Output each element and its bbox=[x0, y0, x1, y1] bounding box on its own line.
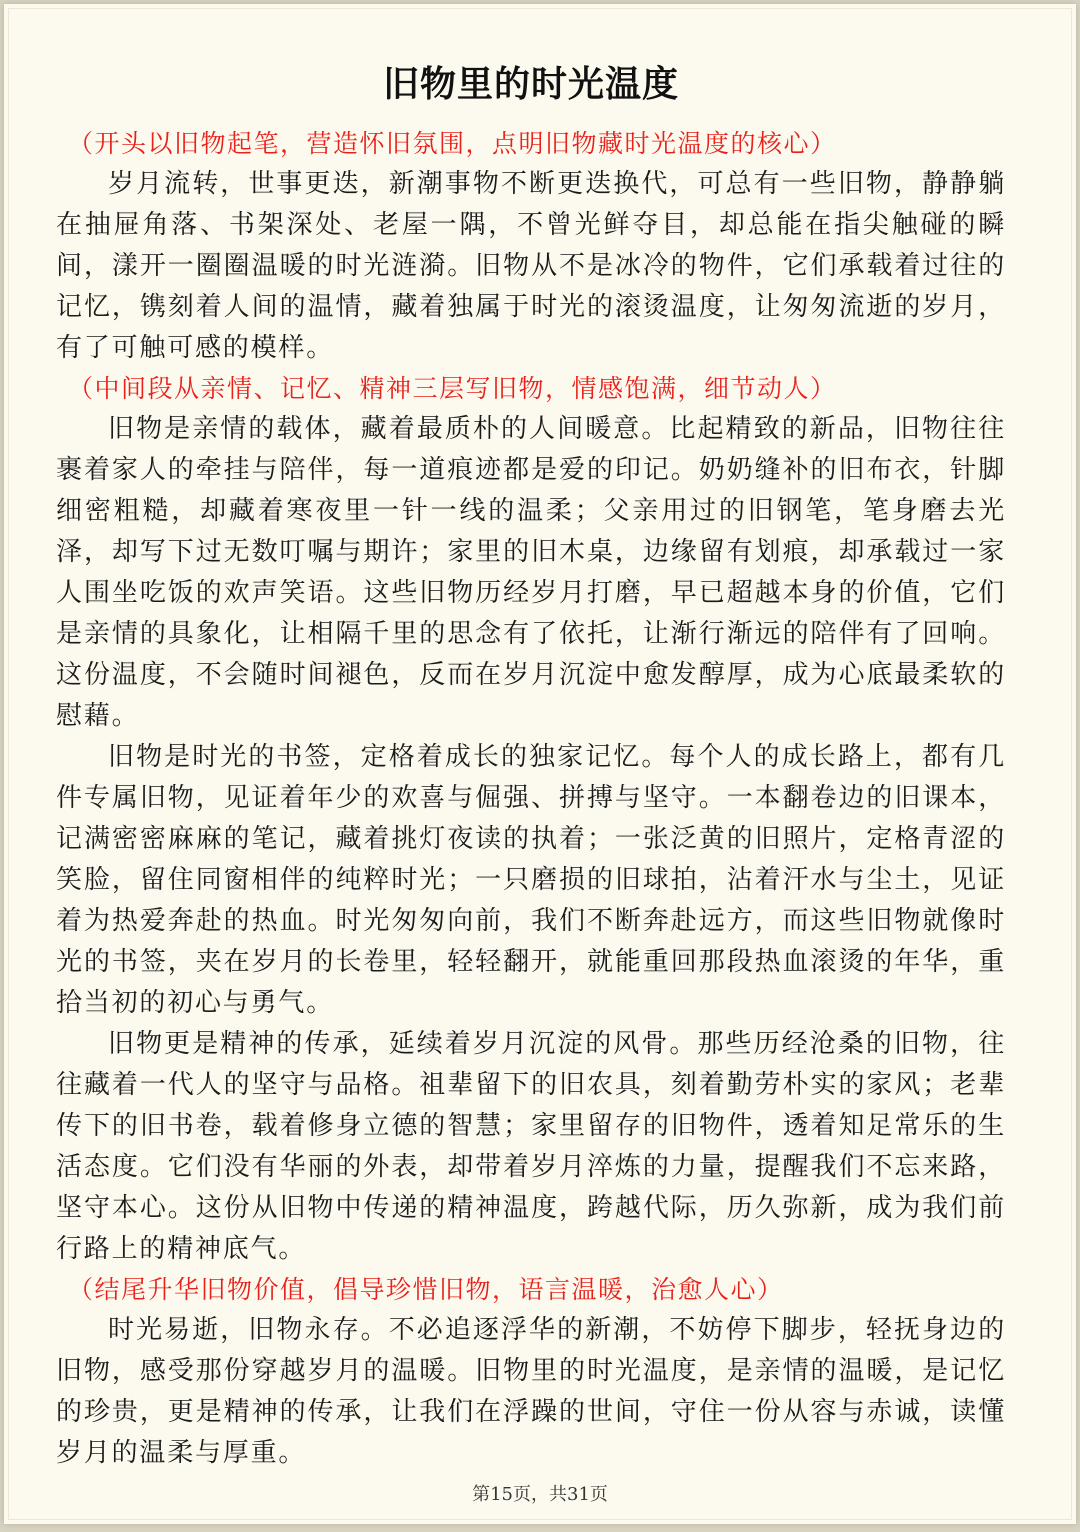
paragraph-memory: 旧物是时光的书签，定格着成长的独家记忆。每个人的成长路上，都有几件专属旧物，见证着年少的欢喜与倔强、拼搏与坚守。一本翻卷边的旧课本，记满密密麻麻的笔记，藏着挑灯夜读的执着；一张泛黄的旧照片，定格青涩的笑脸，留住同窗相伴的纯粹时光；一只磨损的旧球拍，沾着汗水与尘土，见证着为热爱奔赴的热血。时光匆匆向前，我们不断奔赴远方，而这些旧物就像时光的书签，夹在岁月的长卷里，轻轻翻开，就能重回那段热血滚烫的年华，重拾当初的初心与勇气。 bbox=[56, 742, 1006, 1018]
document-title: 旧物里的时光温度 bbox=[382, 64, 679, 105]
paragraph-spirit: 旧物更是精神的传承，延续着岁月沉淀的风骨。那些历经沧桑的旧物，往往藏着一代人的坚守与品格。祖辈留下的旧农具，刻着勤劳朴实的家风；老辈传下的旧书卷，载着修身立德的智慧；家里留存的旧物件，透着知足常乐的生活态度。它们没有华丽的外表，却带着岁月淬炼的力量，提醒我们不忘来路，坚守本心。这份从旧物中传递的精神温度，跨越代际，历久弥新，成为我们前行路上的精神底气。 bbox=[56, 1029, 1006, 1264]
page-number-footer: 第15页，共31页 bbox=[472, 1484, 608, 1505]
document-page bbox=[4, 4, 1076, 1524]
annotation-note-body: （中间段从亲情、记忆、精神三层写旧物，情感饱满，细节动人） bbox=[68, 374, 837, 403]
annotation-note-intro: （开头以旧物起笔，营造怀旧氛围，点明旧物藏时光温度的核心） bbox=[68, 129, 837, 158]
paragraph-conclusion: 时光易逝，旧物永存。不必追逐浮华的新潮，不妨停下脚步，轻抚身边的旧物，感受那份穿越岁月的温暖。旧物里的时光温度，是亲情的温暖，是记忆的珍贵，更是精神的传承，让我们在浮躁的世间，守住一份从容与赤诚，读懂岁月的温柔与厚重。 bbox=[56, 1315, 1006, 1468]
paragraph-intro: 岁月流转，世事更迭，新潮事物不断更迭换代，可总有一些旧物，静静躺在抽屉角落、书架深处、老屋一隅，不曾光鲜夺目，却总能在指尖触碰的瞬间，漾开一圈圈温暖的时光涟漪。旧物从不是冰冷的物件，它们承载着过往的记忆，镌刻着人间的温情，藏着独属于时光的滚烫温度，让匆匆流逝的岁月，有了可触可感的模样。 bbox=[56, 169, 1006, 363]
paragraph-family: 旧物是亲情的载体，藏着最质朴的人间暖意。比起精致的新品，旧物往往裹着家人的牵挂与陪伴，每一道痕迹都是爱的印记。奶奶缝补的旧布衣，针脚细密粗糙，却藏着寒夜里一针一线的温柔；父亲用过的旧钢笔，笔身磨去光泽，却写下过无数叮嘱与期许；家里的旧木桌，边缘留有划痕，却承载过一家人围坐吃饭的欢声笑语。这些旧物历经岁月打磨，早已超越本身的价值，它们是亲情的具象化，让相隔千里的思念有了依托，让渐行渐远的陪伴有了回响。这份温度，不会随时间褪色，反而在岁月沉淀中愈发醇厚，成为心底最柔软的慰藉。 bbox=[56, 414, 1006, 731]
annotation-note-ending: （结尾升华旧物价值，倡导珍惜旧物，语言温暖，治愈人心） bbox=[68, 1275, 784, 1304]
